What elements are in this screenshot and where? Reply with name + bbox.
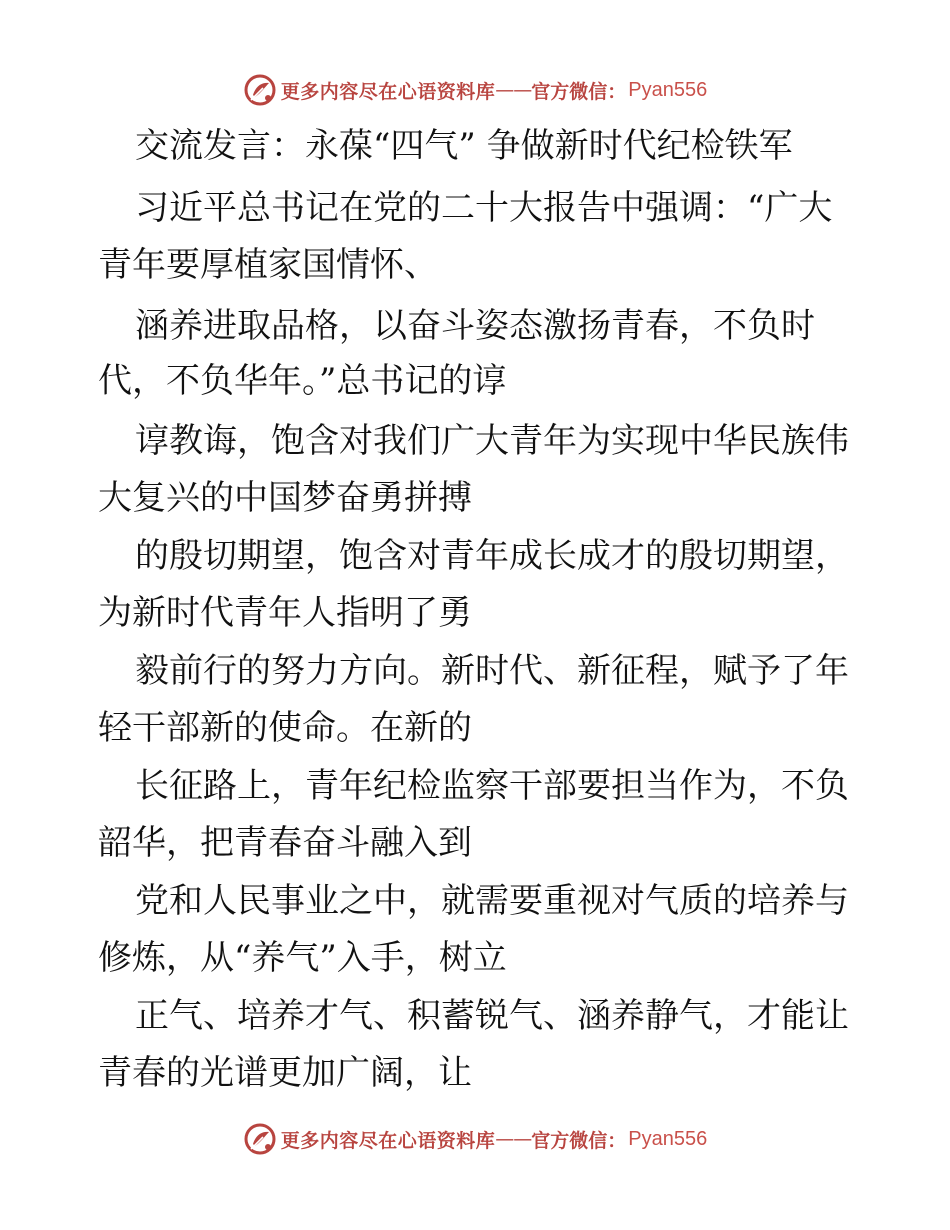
text-line: 轻干部新的使命。在新的 [98,708,472,748]
library-logo-icon [243,73,277,107]
banner-separator: —— [495,1128,532,1150]
footer-watermark-banner [0,1119,950,1159]
text-line: 修炼，从“养气”入手，树立 [98,938,507,978]
text-line: 青春的光谱更加广阔，让 [98,1053,472,1093]
banner-contact-id: Pyan556 [628,1127,708,1150]
banner-contact-id: Pyan556 [628,78,708,101]
header-watermark-banner [0,70,950,110]
banner-contact-label: 官方微信： [531,80,627,103]
text-line: 党和人民事业之中，就需要重视对气质的培养与 [135,881,849,921]
text-line: 的殷切期望，饱含对青年成长成才的殷切期望， [135,536,849,576]
text-line: 大复兴的中国梦奋勇拼搏 [98,478,472,518]
text-line: 毅前行的努力方向。新时代、新征程，赋予了年 [135,651,849,691]
banner-main-text: 更多内容尽在心语资料库 [280,1129,496,1152]
text-line: 长征路上，青年纪检监察干部要担当作为，不负 [135,766,849,806]
text-line: 谆教诲，饱含对我们广大青年为实现中华民族伟 [135,421,849,461]
text-line: 代，不负华年。”总书记的谆 [98,361,507,401]
document-title: 交流发言：永葆“四气” 争做新时代纪检铁军 [135,126,793,166]
text-line: 习近平总书记在党的二十大报告中强调：“广大 [135,188,833,228]
banner-main-text: 更多内容尽在心语资料库 [280,80,496,103]
text-line: 涵养进取品格，以奋斗姿态激扬青春，不负时 [135,306,815,346]
text-line: 正气、培养才气、积蓄锐气、涵养静气，才能让 [135,996,849,1036]
banner-separator: —— [495,79,532,101]
library-logo-icon [243,1122,277,1156]
banner-contact-label: 官方微信： [531,1129,627,1152]
text-line: 为新时代青年人指明了勇 [98,593,472,633]
text-line: 韶华，把青春奋斗融入到 [98,823,472,863]
text-line: 青年要厚植家国情怀、 [98,245,438,285]
